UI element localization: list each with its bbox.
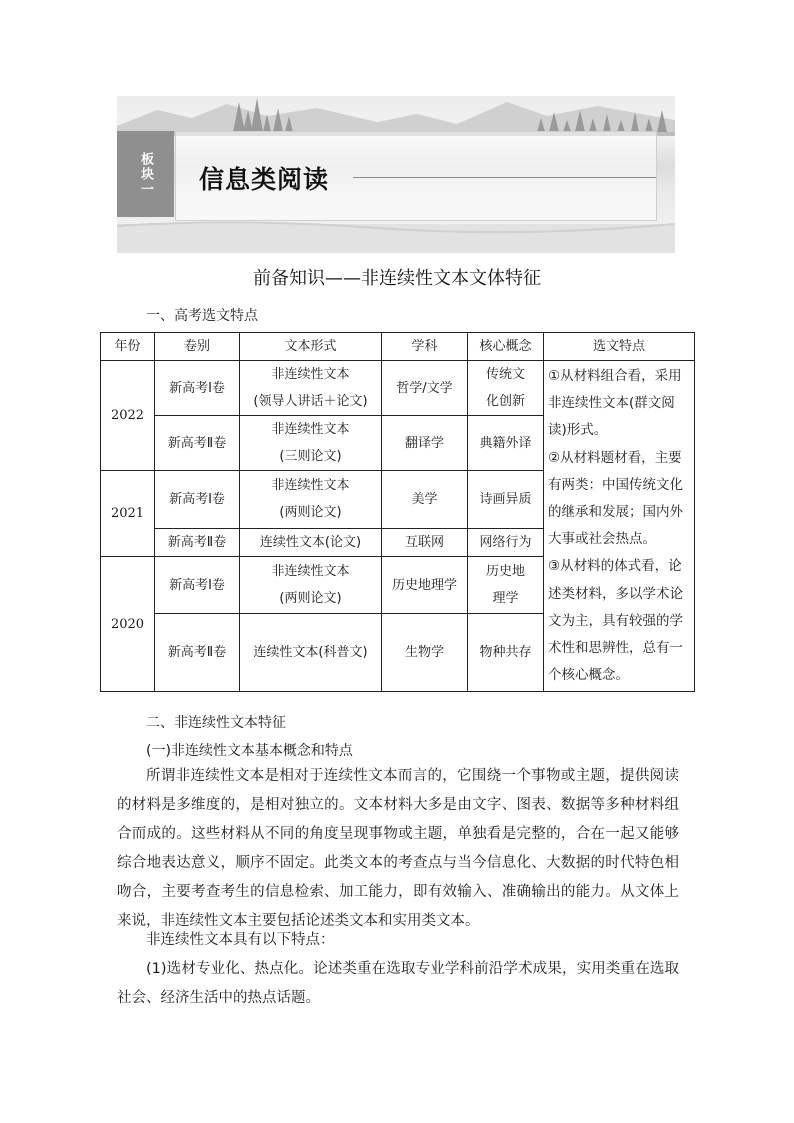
concept-cell [468, 556, 544, 614]
paper-cell: 新高考Ⅱ卷 [155, 614, 240, 692]
table-header: 年份 [101, 333, 155, 361]
concept-line-2: 理学 [492, 591, 519, 607]
feature-line: 述类材料，多以学术论 [548, 585, 683, 602]
table-header: 核心概念 [468, 333, 544, 361]
form-line-1: 非连续性文本 [271, 422, 350, 437]
table-row [101, 361, 695, 416]
concept-cell: 诗画异质 [468, 471, 544, 529]
feature-line: 读)形式。 [548, 422, 608, 439]
paper-cell: 新高考Ⅱ卷 [155, 528, 240, 556]
feature-line: 文为主，具有较强的学 [548, 612, 683, 629]
subsection-heading: (一)非连续性文本基本概念和特点 [146, 743, 353, 759]
section-heading-1: 一、高考选文特点 [146, 308, 258, 324]
form-line-1: 非连续性文本 [271, 367, 350, 382]
concept-cell [468, 361, 544, 416]
form-cell: 连续性文本(科普文) [240, 614, 382, 692]
form-cell: 连续性文本(论文) [240, 528, 382, 556]
subject-cell: 生物学 [382, 614, 468, 692]
concept-cell: 典籍外译 [468, 416, 544, 471]
year-cell: 2022 [101, 361, 155, 471]
banner-divider [353, 177, 656, 178]
form-cell [240, 471, 382, 529]
table-header: 文本形式 [240, 333, 382, 361]
feature-line: ①从材料组合看，采用 [548, 368, 682, 384]
table-header-row [101, 333, 695, 361]
year-cell: 2021 [101, 471, 155, 557]
concept-cell: 网络行为 [468, 528, 544, 556]
form-cell [240, 416, 382, 471]
feature-line: ③从材料的体式看，论 [548, 558, 682, 575]
subject-cell: 哲学/文学 [382, 361, 468, 416]
features-cell [544, 361, 695, 692]
section-banner [117, 96, 675, 253]
table-header: 学科 [382, 333, 468, 361]
subject-cell: 美学 [382, 471, 468, 529]
concept-cell: 物种共存 [468, 614, 544, 692]
feature-line: 的继承和发展；国内外 [548, 504, 683, 521]
feature-line: 有两类：中国传统文化 [548, 476, 683, 493]
form-line-2: (三则论文) [279, 449, 342, 464]
subject-cell: 历史地理学 [382, 556, 468, 614]
subject-cell: 互联网 [382, 528, 468, 556]
form-line-1: 非连续性文本 [271, 478, 350, 494]
concept-line-1: 历史地 [485, 564, 525, 580]
concept-line-2: 化创新 [485, 394, 525, 409]
year-cell: 2020 [101, 556, 155, 692]
form-line-2: (两则论文) [279, 591, 342, 607]
form-line-2: (两则论文) [279, 505, 342, 521]
paragraph-feature-1: (1)选材专业化、热点化。论述类重在选取专业学科前沿学术成果，实用类重在选取社会、经济生活中的热点话题。 [117, 961, 679, 1006]
document-title: 前备知识——非连续性文本文体特征 [253, 268, 541, 289]
feature-line: 大事或社会热点。 [548, 531, 656, 548]
form-cell [240, 361, 382, 416]
table-header: 卷别 [155, 333, 240, 361]
feature-line: 个核心概念。 [548, 667, 629, 684]
exam-table [100, 332, 695, 692]
section-heading-2: 二、非连续性文本特征 [146, 715, 286, 731]
subject-cell: 翻译学 [382, 416, 468, 471]
banner-title: 信息类阅读 [199, 165, 330, 194]
paper-cell: 新高考Ⅰ卷 [155, 471, 240, 529]
feature-line: ②从材料题材看，主要 [548, 449, 682, 466]
paper-cell: 新高考Ⅰ卷 [155, 556, 240, 614]
paragraph-features-lead: 非连续性文本具有以下特点： [146, 932, 335, 948]
concept-line-1: 传统文 [485, 367, 525, 382]
paper-cell: 新高考Ⅰ卷 [155, 361, 240, 416]
form-line-1: 非连续性文本 [271, 564, 350, 580]
feature-line: 术性和思辨性，总有一 [548, 640, 683, 657]
form-cell [240, 556, 382, 614]
paragraph-intro: 所谓非连续性文本是相对于连续性文本而言的，它围绕一个事物或主题，提供阅读的材料是多维度的，是相对独立的。文本材料大多是由文字、图表、数据等多种材料组合而成的。这些材料从不同的角度呈现事物或主题，单独看是完整的，合在一起又能够综合地表达意义，顺序不固定。此类文本的考查点与当今信息化、大数据的时代特色相吻合，主要考查考生的信息检索、加工能力，即有效输入、准确输出的能力。从文体上来说，非连续性文本主要包括论述类文本和实用类文本。 [117, 768, 679, 929]
banner-tab-label: 板块一 [117, 131, 174, 217]
table-header: 选文特点 [544, 333, 695, 361]
paper-cell: 新高考Ⅱ卷 [155, 416, 240, 471]
form-line-2: (领导人讲话＋论文) [253, 394, 368, 409]
feature-line: 非连续性文本(群文阅 [548, 395, 675, 412]
